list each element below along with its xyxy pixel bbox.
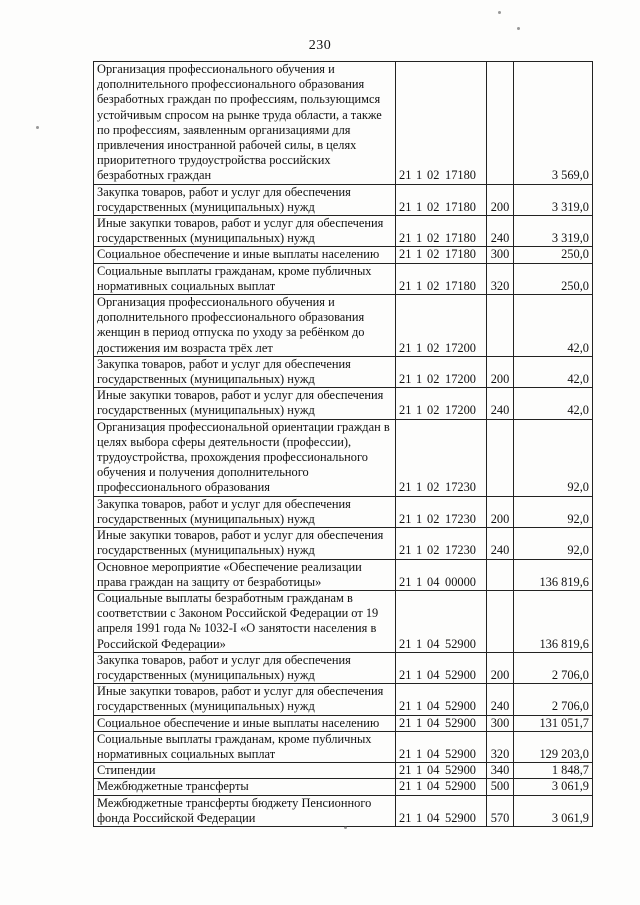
page-number: 230 [308,38,332,53]
row-name: Иные закупки товаров, работ и услуг для обеспечения государственных (муниципальных) нужд [94,684,396,715]
code-section: 21 [399,168,412,183]
row-amount: 92,0 [514,528,593,559]
row-expense-type: 200 [487,496,514,527]
row-expense-type: 570 [487,795,514,826]
row-amount: 42,0 [514,356,593,387]
row-amount: 136 819,6 [514,559,593,590]
code-section: 21 [399,372,412,387]
code-part: 1 [416,511,423,526]
row-expense-type [487,590,514,652]
row-amount: 136 819,6 [514,590,593,652]
row-amount: 2 706,0 [514,684,593,715]
code-target: 52900 [445,667,476,682]
row-code [396,684,487,715]
code-section: 21 [399,511,412,526]
code-target: 17200 [445,340,476,355]
scan-speck [498,11,501,14]
code-sub: 04 [427,636,440,651]
code-sub: 02 [427,247,440,262]
row-name: Межбюджетные трансферты [94,779,396,795]
code-sub: 02 [427,199,440,214]
code-sub: 04 [427,574,440,589]
row-code [396,652,487,683]
code-section: 21 [399,636,412,651]
row-expense-type: 500 [487,779,514,795]
code-target: 17230 [445,543,476,558]
row-expense-type: 200 [487,356,514,387]
row-code [396,496,487,527]
table-row [94,388,593,419]
code-part: 1 [416,779,423,794]
code-sub: 02 [427,543,440,558]
code-sub: 04 [427,779,440,794]
row-amount: 42,0 [514,388,593,419]
code-section: 21 [399,231,412,246]
row-code [396,795,487,826]
row-code [396,295,487,357]
row-expense-type [487,295,514,357]
code-target: 17230 [445,480,476,495]
code-part: 1 [416,168,423,183]
table-row [94,419,593,496]
table-row [94,763,593,779]
row-code [396,419,487,496]
row-amount: 131 051,7 [514,715,593,731]
code-section: 21 [399,779,412,794]
row-amount: 92,0 [514,496,593,527]
code-part: 1 [416,715,423,730]
row-name: Организация профессионального обучения и дополнительного профессионального образования женщин в период отпуска по уходу за ребёнком до достижения им возраста трёх лет [94,295,396,357]
row-code [396,388,487,419]
code-part: 1 [416,543,423,558]
code-target: 52900 [445,699,476,714]
code-section: 21 [399,699,412,714]
row-amount: 3 319,0 [514,184,593,215]
code-sub: 02 [427,372,440,387]
row-expense-type: 300 [487,247,514,263]
code-target: 00000 [445,574,476,589]
row-amount: 2 706,0 [514,652,593,683]
code-part: 1 [416,636,423,651]
row-code [396,356,487,387]
code-target: 17200 [445,403,476,418]
table-row [94,528,593,559]
row-code [396,779,487,795]
code-target: 17180 [445,231,476,246]
code-sub: 02 [427,231,440,246]
code-target: 17180 [445,199,476,214]
row-code [396,559,487,590]
row-code [396,184,487,215]
code-part: 1 [416,372,423,387]
code-part: 1 [416,247,423,262]
scan-speck [344,826,347,829]
code-section: 21 [399,340,412,355]
code-section: 21 [399,715,412,730]
code-part: 1 [416,746,423,761]
scan-speck [517,27,520,30]
row-amount: 129 203,0 [514,731,593,762]
row-code [396,216,487,247]
row-code [396,590,487,652]
row-code [396,62,487,185]
row-code [396,528,487,559]
table-row [94,590,593,652]
row-code [396,763,487,779]
row-amount: 3 319,0 [514,216,593,247]
code-section: 21 [399,403,412,418]
budget-table-body [94,62,593,827]
table-row [94,62,593,185]
code-part: 1 [416,574,423,589]
row-amount: 1 848,7 [514,763,593,779]
code-section: 21 [399,480,412,495]
code-sub: 04 [427,667,440,682]
table-row [94,247,593,263]
code-part: 1 [416,340,423,355]
row-name: Межбюджетные трансферты бюджету Пенсионного фонда Российской Федерации [94,795,396,826]
code-section: 21 [399,543,412,558]
table-row [94,184,593,215]
table-row [94,779,593,795]
row-code [396,731,487,762]
code-section: 21 [399,199,412,214]
code-target: 52900 [445,746,476,761]
row-amount: 3 061,9 [514,795,593,826]
code-sub: 02 [427,403,440,418]
row-name: Закупка товаров, работ и услуг для обеспечения государственных (муниципальных) нужд [94,652,396,683]
row-expense-type: 240 [487,528,514,559]
row-code [396,715,487,731]
code-target: 17180 [445,247,476,262]
code-part: 1 [416,231,423,246]
row-expense-type [487,62,514,185]
row-name: Социальное обеспечение и иные выплаты населению [94,247,396,263]
code-part: 1 [416,278,423,293]
row-expense-type: 320 [487,731,514,762]
row-name: Закупка товаров, работ и услуг для обеспечения государственных (муниципальных) нужд [94,184,396,215]
table-row [94,559,593,590]
code-sub: 02 [427,480,440,495]
row-expense-type: 240 [487,388,514,419]
code-part: 1 [416,763,423,778]
code-target: 17230 [445,511,476,526]
row-name: Закупка товаров, работ и услуг для обеспечения государственных (муниципальных) нужд [94,496,396,527]
row-expense-type: 300 [487,715,514,731]
row-expense-type: 340 [487,763,514,779]
code-sub: 04 [427,810,440,825]
code-target: 17180 [445,278,476,293]
table-row [94,295,593,357]
code-part: 1 [416,199,423,214]
row-expense-type: 240 [487,684,514,715]
code-sub: 02 [427,278,440,293]
code-section: 21 [399,810,412,825]
row-name: Социальное обеспечение и иные выплаты населению [94,715,396,731]
code-sub: 02 [427,168,440,183]
row-name: Иные закупки товаров, работ и услуг для обеспечения государственных (муниципальных) нужд [94,388,396,419]
code-sub: 02 [427,511,440,526]
row-name: Основное мероприятие «Обеспечение реализации права граждан на защиту от безработицы» [94,559,396,590]
table-row [94,216,593,247]
table-row [94,356,593,387]
row-name: Иные закупки товаров, работ и услуг для обеспечения государственных (муниципальных) нужд [94,216,396,247]
code-target: 52900 [445,763,476,778]
row-amount: 3 569,0 [514,62,593,185]
code-target: 17200 [445,372,476,387]
row-name: Иные закупки товаров, работ и услуг для обеспечения государственных (муниципальных) нужд [94,528,396,559]
code-target: 52900 [445,715,476,730]
row-expense-type: 240 [487,216,514,247]
code-sub: 04 [427,715,440,730]
row-name: Социальные выплаты гражданам, кроме публичных нормативных социальных выплат [94,263,396,294]
budget-table [93,61,593,827]
row-amount: 42,0 [514,295,593,357]
code-section: 21 [399,763,412,778]
row-amount: 92,0 [514,419,593,496]
code-part: 1 [416,480,423,495]
code-sub: 02 [427,340,440,355]
code-section: 21 [399,247,412,262]
row-name: Социальные выплаты безработным гражданам в соответствии с Законом Российской Федерации от 19 апреля 1991 года № 1032-I «О занятости населения в Российской Федерации» [94,590,396,652]
code-section: 21 [399,667,412,682]
row-expense-type [487,419,514,496]
code-target: 52900 [445,810,476,825]
row-name: Социальные выплаты гражданам, кроме публичных нормативных социальных выплат [94,731,396,762]
code-part: 1 [416,810,423,825]
row-code [396,263,487,294]
table-row [94,496,593,527]
row-amount: 250,0 [514,247,593,263]
row-expense-type: 200 [487,652,514,683]
row-name: Организация профессионального обучения и дополнительного профессионального образования безработных граждан по профессиям, пользующимся устойчивым спросом на рынке труда области, а также по профессиям, заявленным организациями для привлечения иностранной рабочей силы, в целях приоритетного трудоустройства российских безработных граждан [94,62,396,185]
code-part: 1 [416,699,423,714]
code-target: 17180 [445,168,476,183]
row-name: Закупка товаров, работ и услуг для обеспечения государственных (муниципальных) нужд [94,356,396,387]
scan-speck [36,126,39,129]
row-expense-type [487,559,514,590]
row-expense-type: 200 [487,184,514,215]
code-part: 1 [416,403,423,418]
code-sub: 04 [427,699,440,714]
code-target: 52900 [445,636,476,651]
code-sub: 04 [427,763,440,778]
table-row [94,684,593,715]
code-target: 52900 [445,779,476,794]
table-row [94,795,593,826]
row-expense-type: 320 [487,263,514,294]
code-section: 21 [399,278,412,293]
row-name: Организация профессиональной ориентации граждан в целях выбора сферы деятельности (профессии), трудоустройства, прохождения профессионального обучения и получения дополнительного профессионального образования [94,419,396,496]
row-code [396,247,487,263]
code-section: 21 [399,746,412,761]
table-row [94,715,593,731]
code-section: 21 [399,574,412,589]
row-amount: 3 061,9 [514,779,593,795]
row-amount: 250,0 [514,263,593,294]
table-row [94,731,593,762]
code-sub: 04 [427,746,440,761]
table-row [94,652,593,683]
code-part: 1 [416,667,423,682]
table-row [94,263,593,294]
row-name: Стипендии [94,763,396,779]
